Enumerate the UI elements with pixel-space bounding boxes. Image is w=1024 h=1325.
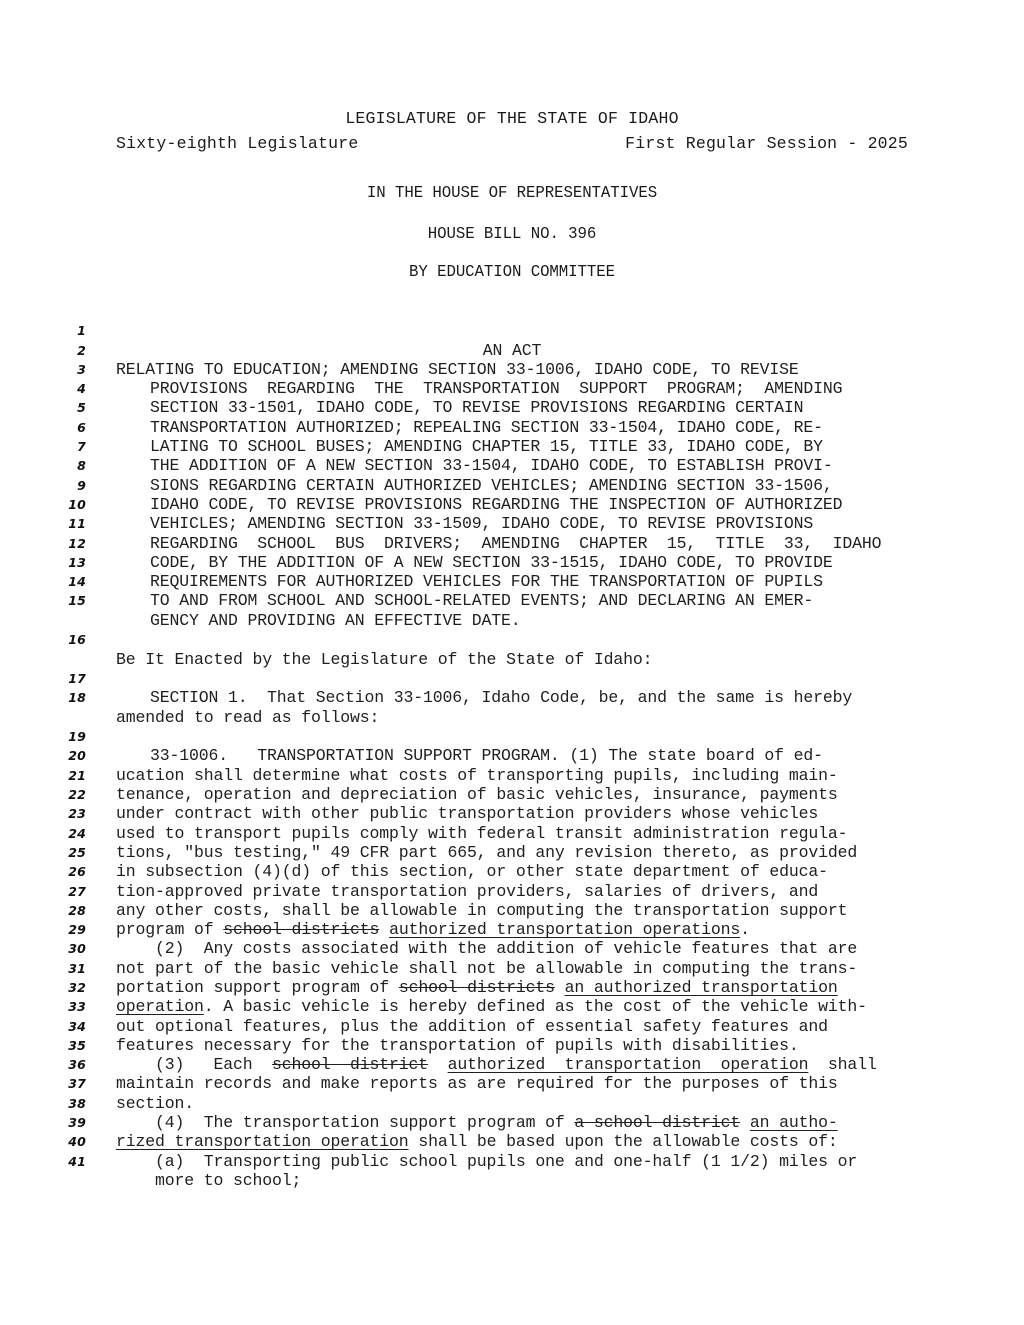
line-number: 38 bbox=[68, 1095, 86, 1111]
title-text: REGARDING SCHOOL BUS DRIVERS; AMENDING CHAPTER 15, TITLE 33, IDAHO bbox=[150, 533, 882, 553]
legislature-session-row bbox=[116, 131, 908, 156]
line-number: 31 bbox=[68, 960, 86, 976]
code-text: used to transport pupils comply with federal transit administration regula- bbox=[116, 823, 848, 843]
text-run: program of bbox=[116, 920, 224, 940]
title-text: IDAHO CODE, TO REVISE PROVISIONS REGARDING THE INSPECTION OF AUTHORIZED bbox=[150, 494, 843, 514]
line-number: 23 bbox=[68, 806, 86, 822]
block-gap bbox=[0, 630, 1024, 650]
code-text: any other costs, shall be allowable in computing the transportation support bbox=[116, 900, 848, 920]
line-number: 17 bbox=[68, 671, 86, 687]
title-text: VEHICLES; AMENDING SECTION 33-1509, IDAHO CODE, TO REVISE PROVISIONS bbox=[150, 514, 814, 534]
title-text: TO AND FROM SCHOOL AND SCHOOL-RELATED EVENTS; AND DECLARING AN EMER- bbox=[150, 591, 814, 611]
section-1-text: SECTION 1. That Section 33-1006, Idaho Code, be, and the same is hereby bbox=[150, 688, 853, 708]
an-act-heading: AN ACT bbox=[482, 340, 542, 360]
title-text: TRANSPORTATION AUTHORIZED; REPEALING SECTION 33-1504, IDAHO CODE, RE- bbox=[150, 417, 823, 437]
title-text: GENCY AND PROVIDING AN EFFECTIVE DATE. bbox=[150, 610, 521, 630]
line-number: 30 bbox=[68, 941, 86, 957]
code-text: ucation shall determine what costs of transporting pupils, including main- bbox=[116, 765, 838, 785]
bill-number: HOUSE BILL NO. 396 bbox=[427, 224, 597, 243]
code-text: maintain records and make reports as are required for the purposes of this bbox=[116, 1074, 838, 1094]
deleted-text: school districts bbox=[398, 978, 555, 997]
line-number: 21 bbox=[68, 767, 86, 783]
text-run: portation support program of bbox=[116, 978, 399, 997]
line-number: 1 bbox=[77, 323, 86, 339]
line-number: 29 bbox=[68, 922, 86, 938]
title-text: SECTION 33-1501, IDAHO CODE, TO REVISE PROVISIONS REGARDING CERTAIN bbox=[150, 398, 804, 418]
title-text: SIONS REGARDING CERTAIN AUTHORIZED VEHICLES; AMENDING SECTION 33-1506, bbox=[150, 475, 833, 495]
line-number: 36 bbox=[68, 1057, 86, 1073]
title-text: PROVISIONS REGARDING THE TRANSPORTATION SUPPORT PROGRAM; AMENDING bbox=[150, 379, 843, 399]
inserted-text: authorized transportation operation bbox=[447, 1055, 809, 1075]
line-number: 20 bbox=[68, 748, 86, 764]
line-number: 16 bbox=[68, 632, 86, 648]
line-number: 9 bbox=[77, 477, 86, 493]
line-number: 2 bbox=[77, 342, 86, 358]
bill-line bbox=[0, 611, 1024, 669]
code-text: under contract with other public transportation providers whose vehicles bbox=[116, 804, 819, 824]
code-section-heading: 33-1006. TRANSPORTATION SUPPORT PROGRAM. (1) The state board of ed- bbox=[150, 746, 823, 766]
code-text: (2) Any costs associated with the addition of vehicle features that are bbox=[116, 939, 858, 959]
code-text: more to school; bbox=[116, 1170, 302, 1190]
line-number: 19 bbox=[68, 729, 86, 745]
deleted-text: school district bbox=[272, 1055, 429, 1075]
code-text: features necessary for the transportation of pupils with disabilities. bbox=[116, 1035, 799, 1055]
code-text: section. bbox=[116, 1093, 195, 1113]
text-run: (3) Each bbox=[116, 1055, 273, 1075]
text-run: . A basic vehicle is hereby defined as the cost of the vehicle with- bbox=[203, 997, 867, 1017]
line-number: 8 bbox=[77, 458, 86, 474]
title-text: THE ADDITION OF A NEW SECTION 33-1504, IDAHO CODE, TO ESTABLISH PROVI- bbox=[150, 456, 833, 476]
line-number: 18 bbox=[68, 690, 86, 706]
state-legislature-line: LEGISLATURE OF THE STATE OF IDAHO bbox=[345, 109, 679, 128]
text-run: (4) The transportation support program of bbox=[116, 1113, 575, 1133]
line-number: 25 bbox=[68, 844, 86, 860]
line-number: 5 bbox=[77, 400, 86, 416]
section-1-text: amended to read as follows: bbox=[116, 707, 380, 727]
line-number: 4 bbox=[77, 381, 86, 397]
line-number: 26 bbox=[68, 864, 86, 880]
legislature-ordinal: Sixty-eighth Legislature bbox=[116, 134, 359, 153]
enacting-clause: Be It Enacted by the Legislature of the State of Idaho: bbox=[116, 649, 653, 669]
deleted-text: a school district bbox=[574, 1113, 741, 1133]
text-run: shall be based upon the allowable costs of: bbox=[408, 1132, 838, 1152]
line-number: 27 bbox=[68, 883, 86, 899]
line-number: 14 bbox=[68, 574, 86, 590]
session-label: First Regular Session - 2025 bbox=[625, 134, 908, 153]
text-run: shall bbox=[808, 1055, 877, 1075]
code-text: out optional features, plus the addition of essential safety features and bbox=[116, 1016, 828, 1036]
line-number: 39 bbox=[68, 1115, 86, 1131]
line-number: 12 bbox=[68, 535, 86, 551]
code-text: tions, "bus testing," 49 CFR part 665, and any revision thereto, as provided bbox=[116, 842, 858, 862]
code-text: in subsection (4)(d) of this section, or other state department of educa- bbox=[116, 862, 828, 882]
chamber-line: IN THE HOUSE OF REPRESENTATIVES bbox=[366, 183, 658, 202]
deleted-text: school districts bbox=[223, 920, 380, 940]
line-number: 28 bbox=[68, 902, 86, 918]
code-text: not part of the basic vehicle shall not be allowable in computing the trans- bbox=[116, 958, 858, 978]
line-number: 6 bbox=[77, 419, 86, 435]
line-number: 40 bbox=[68, 1134, 86, 1150]
inserted-text: rized transportation operation bbox=[116, 1132, 409, 1152]
code-text: tion-approved private transportation providers, salaries of drivers, and bbox=[116, 881, 819, 901]
line-number: 32 bbox=[68, 980, 86, 995]
inserted-text: authorized transportation operations bbox=[389, 920, 741, 940]
line-number: 15 bbox=[68, 593, 86, 609]
line-number: 33 bbox=[68, 999, 86, 1015]
bill-sponsor: BY EDUCATION COMMITTEE bbox=[409, 262, 615, 281]
title-text: CODE, BY THE ADDITION OF A NEW SECTION 33-1515, IDAHO CODE, TO PROVIDE bbox=[150, 552, 833, 572]
inserted-text: an autho- bbox=[749, 1113, 838, 1133]
line-number: 7 bbox=[77, 439, 86, 455]
code-text: (a) Transporting public school pupils one and one-half (1 1/2) miles or bbox=[116, 1151, 858, 1171]
line-number: 3 bbox=[77, 361, 86, 377]
line-number: 13 bbox=[68, 554, 86, 570]
line-number: 35 bbox=[68, 1037, 86, 1053]
line-number: 11 bbox=[68, 516, 86, 532]
line-number: 34 bbox=[68, 1018, 86, 1034]
masthead bbox=[116, 106, 908, 156]
text-run: . bbox=[740, 920, 750, 940]
title-text: LATING TO SCHOOL BUSES; AMENDING CHAPTER 15, TITLE 33, IDAHO CODE, BY bbox=[150, 437, 823, 457]
line-number: 22 bbox=[68, 787, 86, 803]
line-number: 41 bbox=[68, 1153, 86, 1169]
title-text: REQUIREMENTS FOR AUTHORIZED VEHICLES FOR THE TRANSPORTATION OF PUPILS bbox=[150, 572, 823, 592]
title-text: RELATING TO EDUCATION; AMENDING SECTION 33-1006, IDAHO CODE, TO REVISE bbox=[116, 359, 799, 379]
inserted-text: operation bbox=[116, 997, 204, 1017]
line-number: 10 bbox=[68, 496, 86, 512]
bill-line bbox=[0, 302, 1024, 360]
line-number: 37 bbox=[68, 1076, 86, 1092]
inserted-text: an authorized transportation bbox=[564, 978, 838, 997]
code-text: tenance, operation and depreciation of basic vehicles, insurance, payments bbox=[116, 785, 838, 805]
line-number: 24 bbox=[68, 825, 86, 841]
bill-body bbox=[0, 302, 1024, 1190]
